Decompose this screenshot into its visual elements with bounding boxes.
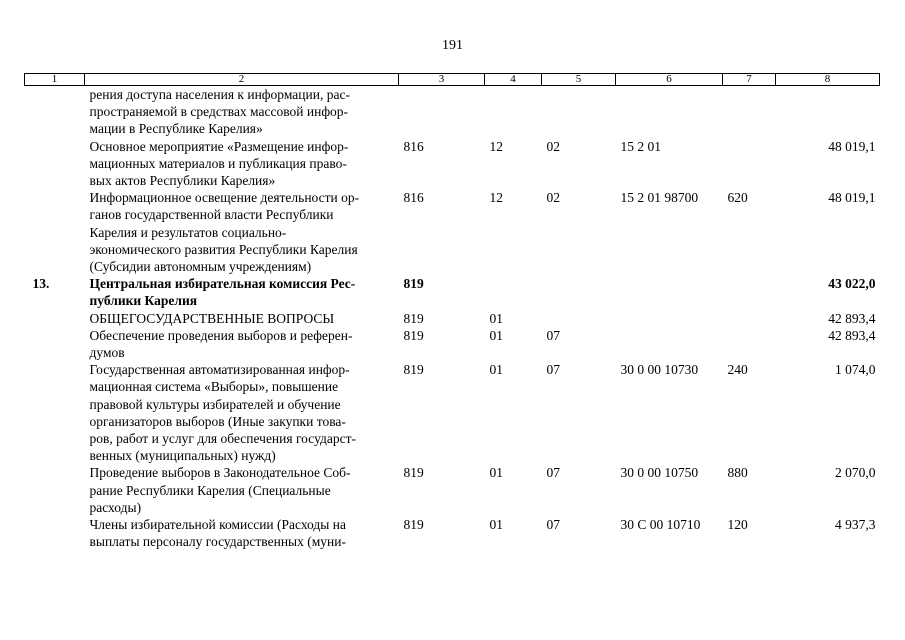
item-name-line: Основное мероприятие «Размещение инфор- xyxy=(89,138,349,154)
item-name xyxy=(85,275,399,309)
table-row xyxy=(25,310,880,327)
item-name-line: правовой культуры избирателей и обучение xyxy=(89,396,341,412)
ministry-code: 819 xyxy=(403,276,424,292)
expense-type-code xyxy=(723,86,776,138)
row-number xyxy=(25,361,85,464)
item-name-line: расходы) xyxy=(89,499,142,515)
item-name-line: мации в Республике Карелия» xyxy=(89,121,263,137)
subsection-code: 02 xyxy=(546,190,560,206)
item-name-line: организаторов выборов (Иные закупки това- xyxy=(89,413,346,429)
amount: 42 893,4 xyxy=(828,310,876,326)
item-name-line: Карелия и результатов социально- xyxy=(89,224,287,240)
amount: 43 022,0 xyxy=(828,276,876,292)
section-code: 01 xyxy=(489,465,503,481)
item-name-line: Проведение выборов в Законодательное Соб- xyxy=(89,465,351,481)
item-name-line: думов xyxy=(89,345,125,361)
section-code: 12 xyxy=(489,190,503,206)
section-code: 12 xyxy=(489,138,503,154)
item-name-line: (Субсидии автономным учреждениям) xyxy=(89,259,312,275)
item-name-line: рание Республики Карелия (Специальные xyxy=(89,482,331,498)
item-name xyxy=(85,189,399,275)
section-code: 01 xyxy=(489,362,503,378)
row-number xyxy=(25,516,85,550)
item-name-line: Члены избирательной комиссии (Расходы на xyxy=(89,517,346,533)
target-article-code xyxy=(616,275,723,309)
column-numbers-row xyxy=(25,74,880,86)
amount: 1 074,0 xyxy=(835,362,876,378)
item-name-line: ганов государственной власти Республики xyxy=(89,207,334,223)
table-row xyxy=(25,516,880,550)
item-name-line: Обеспечение проведения выборов и референ- xyxy=(89,327,353,343)
section-code: 01 xyxy=(489,310,503,326)
column-header: 8 xyxy=(776,74,880,86)
column-header: 3 xyxy=(399,74,485,86)
item-name xyxy=(85,138,399,190)
item-name-line: публики Карелия xyxy=(89,293,198,309)
amount: 4 937,3 xyxy=(835,517,876,533)
ministry-code: 819 xyxy=(403,517,424,533)
ministry-code: 816 xyxy=(403,190,424,206)
item-name-line: мационная система «Выборы», повышение xyxy=(89,379,339,395)
item-name-line: Государственная автоматизированная инфор- xyxy=(89,362,350,378)
item-name xyxy=(85,310,399,327)
amount xyxy=(776,86,880,138)
column-header: 2 xyxy=(85,74,399,86)
amount: 2 070,0 xyxy=(835,465,876,481)
item-name-line: пространяемой в средствах массовой инфор- xyxy=(89,104,349,120)
target-article-code: 30 С 00 10710 xyxy=(620,517,701,533)
subsection-code: 07 xyxy=(546,465,560,481)
item-name xyxy=(85,86,399,138)
column-header: 4 xyxy=(485,74,542,86)
subsection-code xyxy=(542,275,616,309)
subsection-code: 02 xyxy=(546,138,560,154)
table-row xyxy=(25,361,880,464)
table-row xyxy=(25,138,880,190)
expense-type-code xyxy=(723,138,776,190)
subsection-code xyxy=(542,310,616,327)
row-number xyxy=(25,327,85,361)
section-code xyxy=(485,275,542,309)
column-header: 5 xyxy=(542,74,616,86)
item-name-line: ОБЩЕГОСУДАРСТВЕННЫЕ ВОПРОСЫ xyxy=(89,310,335,326)
table-row xyxy=(25,464,880,516)
expense-type-code: 880 xyxy=(727,465,748,481)
row-number xyxy=(25,464,85,516)
item-name-line: Центральная избирательная комиссия Рес- xyxy=(89,276,356,292)
item-name-line: выплаты персоналу государственных (муни- xyxy=(89,534,346,550)
target-article-code xyxy=(616,310,723,327)
expense-type-code: 620 xyxy=(727,190,748,206)
expense-type-code xyxy=(723,310,776,327)
table-body xyxy=(25,86,880,551)
row-number xyxy=(25,86,85,138)
page-number: 191 xyxy=(442,38,463,53)
ministry-code: 819 xyxy=(403,465,424,481)
expense-type-code xyxy=(723,327,776,361)
target-article-code: 30 0 00 10730 xyxy=(620,362,699,378)
subsection-code xyxy=(542,86,616,138)
item-name-line: венных (муниципальных) нужд) xyxy=(89,448,276,464)
column-header: 1 xyxy=(25,74,85,86)
item-name xyxy=(85,361,399,464)
table-row xyxy=(25,189,880,275)
section-code xyxy=(485,86,542,138)
item-name xyxy=(85,327,399,361)
ministry-code: 816 xyxy=(403,138,424,154)
row-number: 13. xyxy=(32,276,50,292)
subsection-code: 07 xyxy=(546,362,560,378)
item-name xyxy=(85,516,399,550)
item-name-line: мационных материалов и публикация право- xyxy=(89,155,347,171)
item-name-line: ров, работ и услуг для обеспечения государст- xyxy=(89,431,356,447)
section-code: 01 xyxy=(489,327,503,343)
target-article-code: 15 2 01 xyxy=(620,138,661,154)
ministry-code: 819 xyxy=(403,327,424,343)
table-row xyxy=(25,86,880,138)
target-article-code: 30 0 00 10750 xyxy=(620,465,699,481)
target-article-code xyxy=(616,86,723,138)
column-header: 6 xyxy=(616,74,723,86)
expense-type-code: 120 xyxy=(727,517,748,533)
table-row xyxy=(25,327,880,361)
amount: 48 019,1 xyxy=(828,138,876,154)
budget-table xyxy=(24,73,880,550)
column-header: 7 xyxy=(723,74,776,86)
item-name-line: вых актов Республики Карелия» xyxy=(89,173,276,189)
ministry-code: 819 xyxy=(403,362,424,378)
item-name xyxy=(85,464,399,516)
subsection-code: 07 xyxy=(546,517,560,533)
row-number xyxy=(25,189,85,275)
expense-type-code: 240 xyxy=(727,362,748,378)
ministry-code: 819 xyxy=(403,310,424,326)
subsection-code: 07 xyxy=(546,327,560,343)
row-number xyxy=(25,310,85,327)
expense-type-code xyxy=(723,275,776,309)
amount: 48 019,1 xyxy=(828,190,876,206)
table-row xyxy=(25,275,880,309)
target-article-code xyxy=(616,327,723,361)
row-number xyxy=(25,138,85,190)
item-name-line: рения доступа населения к информации, рас- xyxy=(89,87,350,102)
item-name-line: Информационное освещение деятельности ор- xyxy=(89,190,360,206)
target-article-code: 15 2 01 98700 xyxy=(620,190,699,206)
amount: 42 893,4 xyxy=(828,327,876,343)
section-code: 01 xyxy=(489,517,503,533)
ministry-code xyxy=(399,86,485,138)
item-name-line: экономического развития Республики Карелия xyxy=(89,241,358,257)
